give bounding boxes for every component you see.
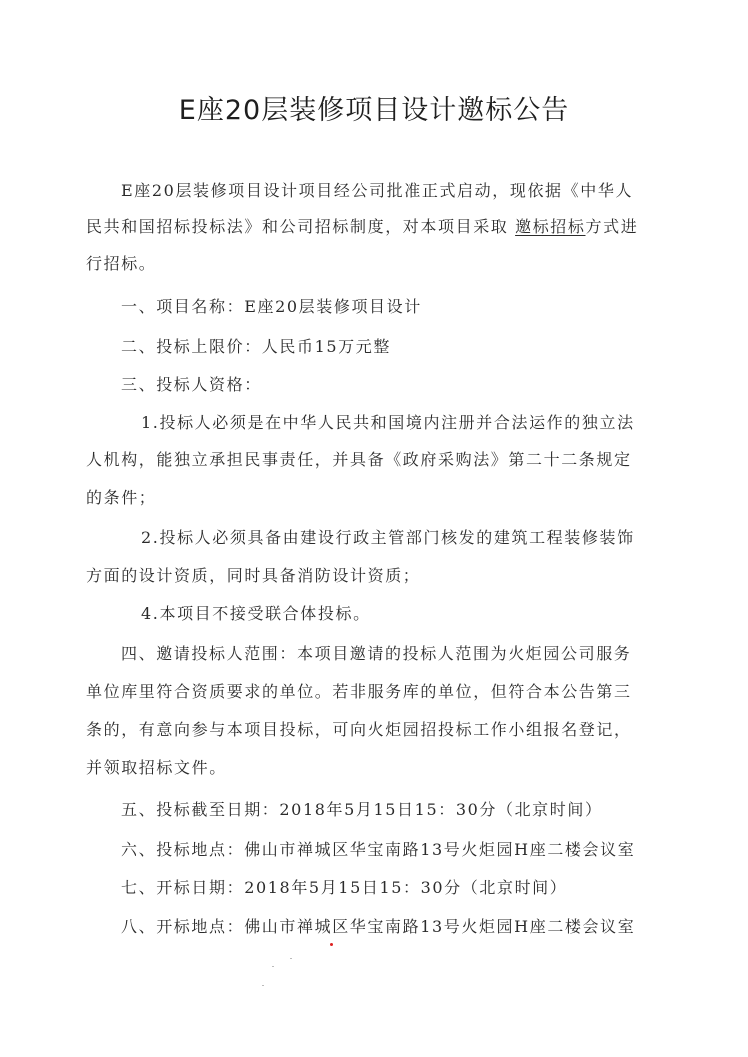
intro-line-3: 行招标。 [86,254,157,273]
item-opening-date: 七、开标日期：2018年5月15日15：30分（北京时间） [121,878,568,897]
qualification-2-line-2: 方面的设计资质，同时具备消防设计资质； [86,566,421,585]
item-invitation-scope-line-3: 条的，有意向参与本项目投标，可向火炬园招投标工作小组报名登记， [86,720,632,739]
item-invitation-scope-line-1: 四、邀请投标人范围：本项目邀请的投标人范围为火炬园公司服务 [121,644,632,663]
red-ink-mark [330,943,333,946]
bidding-method-underlined: 邀标招标 [515,217,586,236]
item-bid-deadline: 五、投标截至日期：2018年5月15日15：30分（北京时间） [121,800,603,819]
qualification-1-line-3: 的条件； [86,488,157,507]
scan-speck [290,958,292,959]
document-title: E座20层装修项目设计邀标公告 [178,95,570,126]
intro-line-2-text: 民共和国招标投标法》和公司招标制度，对本项目采取 [86,217,509,236]
item-invitation-scope-line-2: 单位库里符合资质要求的单位。若非服务库的单位，但符合本公告第三 [86,682,632,701]
qualification-1-line-2: 人机构，能独立承担民事责任，并具备《政府采购法》第二十二条规定 [86,450,632,469]
qualification-1-line-1: 1.投标人必须是在中华人民共和国境内注册并合法运作的独立法 [141,413,635,432]
intro-line-2 [86,217,638,237]
scan-speck [272,966,274,967]
item-price-limit: 二、投标上限价：人民币15万元整 [121,337,391,356]
item-project-name: 一、项目名称：E座20层装修项目设计 [121,297,422,316]
item-invitation-scope-line-4: 并领取招标文件。 [86,758,227,777]
item-bid-location: 六、投标地点：佛山市禅城区华宝南路13号火炬园H座二楼会议室 [121,840,636,859]
qualification-4: 4.本项目不接受联合体投标。 [141,604,371,623]
intro-line-2-end: 方式进 [585,217,639,236]
item-qualification-heading: 三、投标人资格： [121,375,262,394]
intro-line-1: E座20层装修项目设计项目经公司批准正式启动，现依据《中华人 [121,181,634,200]
item-opening-location: 八、开标地点：佛山市禅城区华宝南路13号火炬园H座二楼会议室 [121,917,636,936]
qualification-2-line-1: 2.投标人必须具备由建设行政主管部门核发的建筑工程装修装饰 [141,528,635,547]
scan-speck [262,985,264,986]
